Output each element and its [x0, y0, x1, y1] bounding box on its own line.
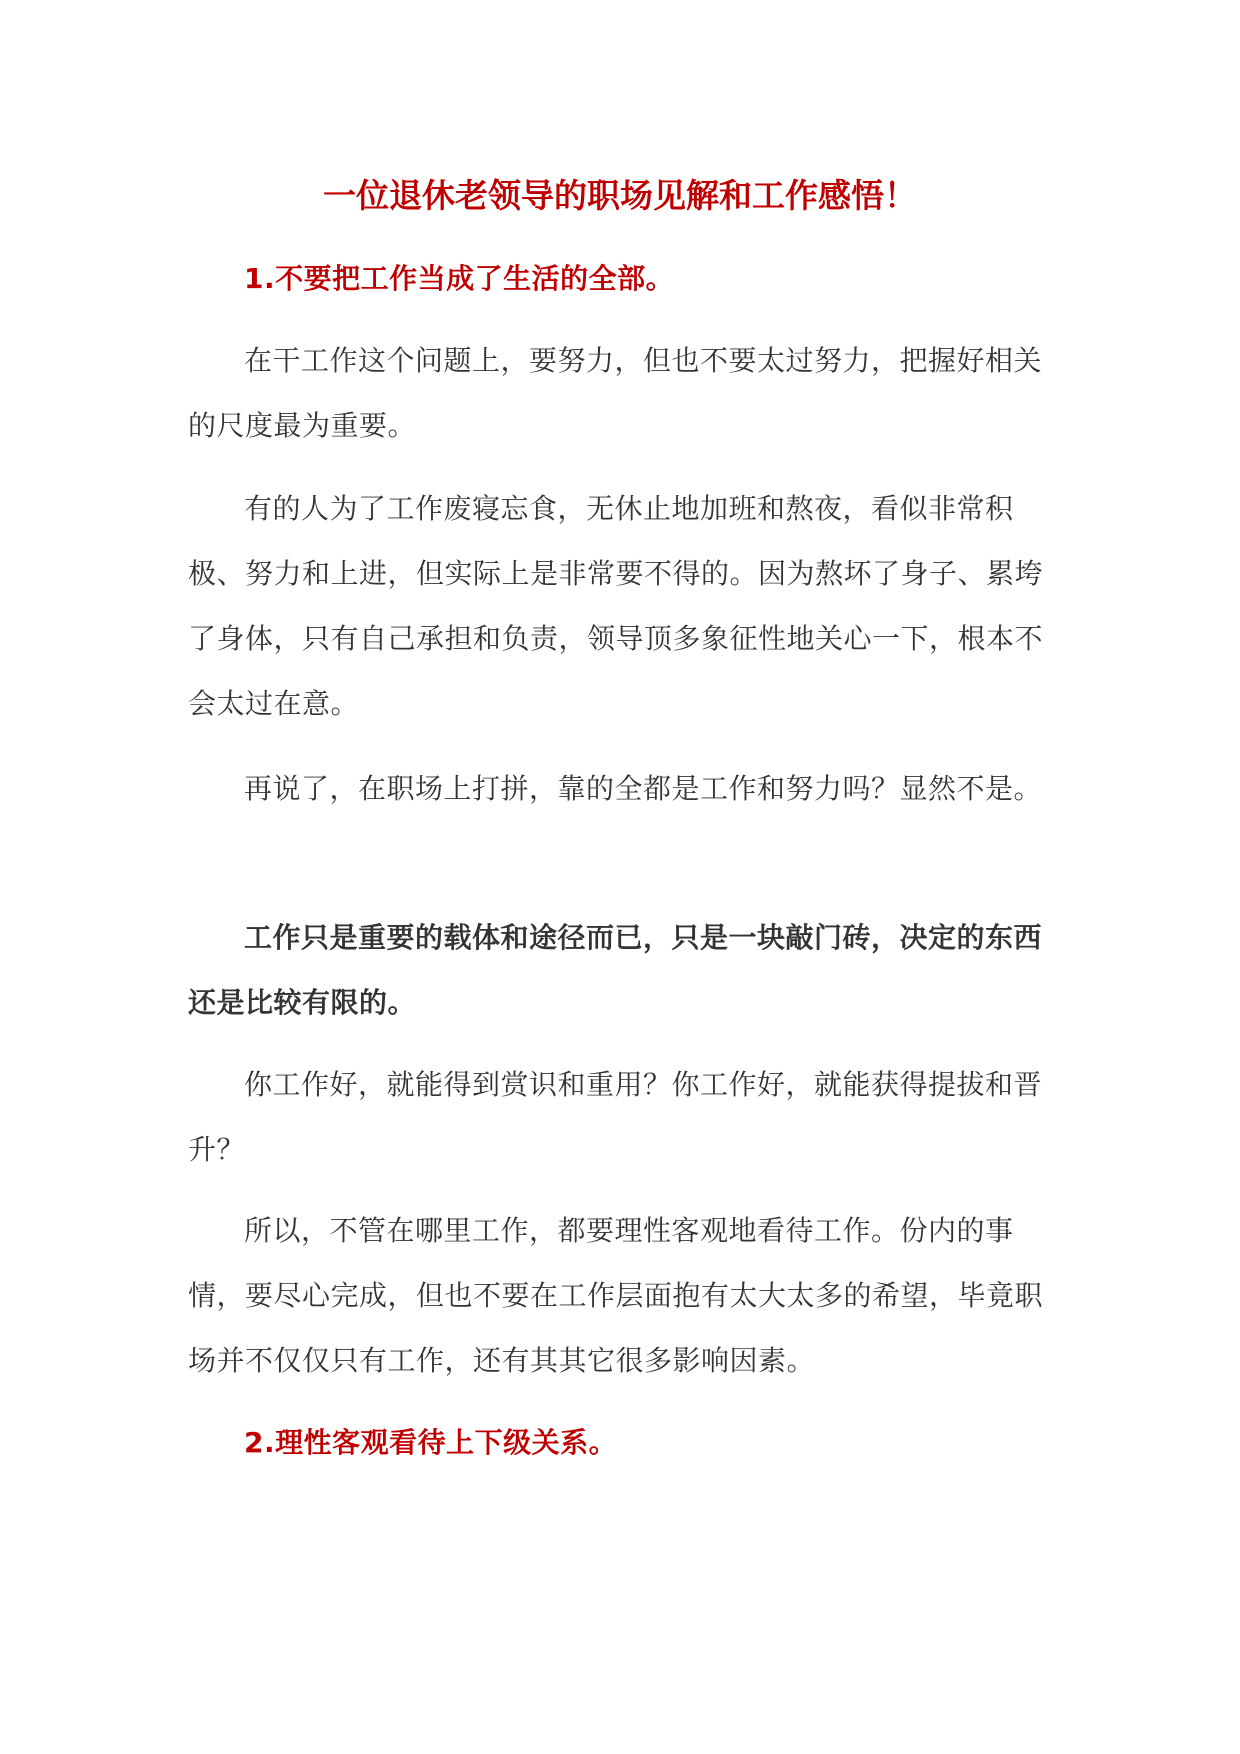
section-heading-1: 1.不要把工作当成了生活的全部。: [244, 262, 675, 295]
paragraph: 有的人为了工作废寝忘食，无休止地加班和熬夜，看似非常积极、努力和上进，但实际上是非常要不得的。因为熬坏了身子、累垮了身体，只有自己承担和负责，领导顶多象征性地关心一下，根本不会太过在意。: [188, 492, 1044, 720]
document-title: 一位退休老领导的职场见解和工作感悟！: [323, 176, 917, 215]
paragraph: 再说了，在职场上打拼，靠的全都是工作和努力吗？显然不是。: [244, 772, 1043, 805]
paragraph: 所以，不管在哪里工作，都要理性客观地看待工作。份内的事情，要尽心完成，但也不要在工作层面抱有太大太多的希望，毕竟职场并不仅仅只有工作，还有其其它很多影响因素。: [188, 1214, 1044, 1377]
paragraph: 在干工作这个问题上，要努力，但也不要太过努力，把握好相关的尺度最为重要。: [188, 344, 1043, 442]
paragraph: 你工作好，就能得到赏识和重用？你工作好，就能获得提拔和晋升？: [188, 1068, 1043, 1166]
bold-paragraph: 工作只是重要的载体和途径而已，只是一块敲门砖，决定的东西还是比较有限的。: [188, 921, 1043, 1019]
section-heading-2: 2.理性客观看待上下级关系。: [244, 1426, 618, 1459]
